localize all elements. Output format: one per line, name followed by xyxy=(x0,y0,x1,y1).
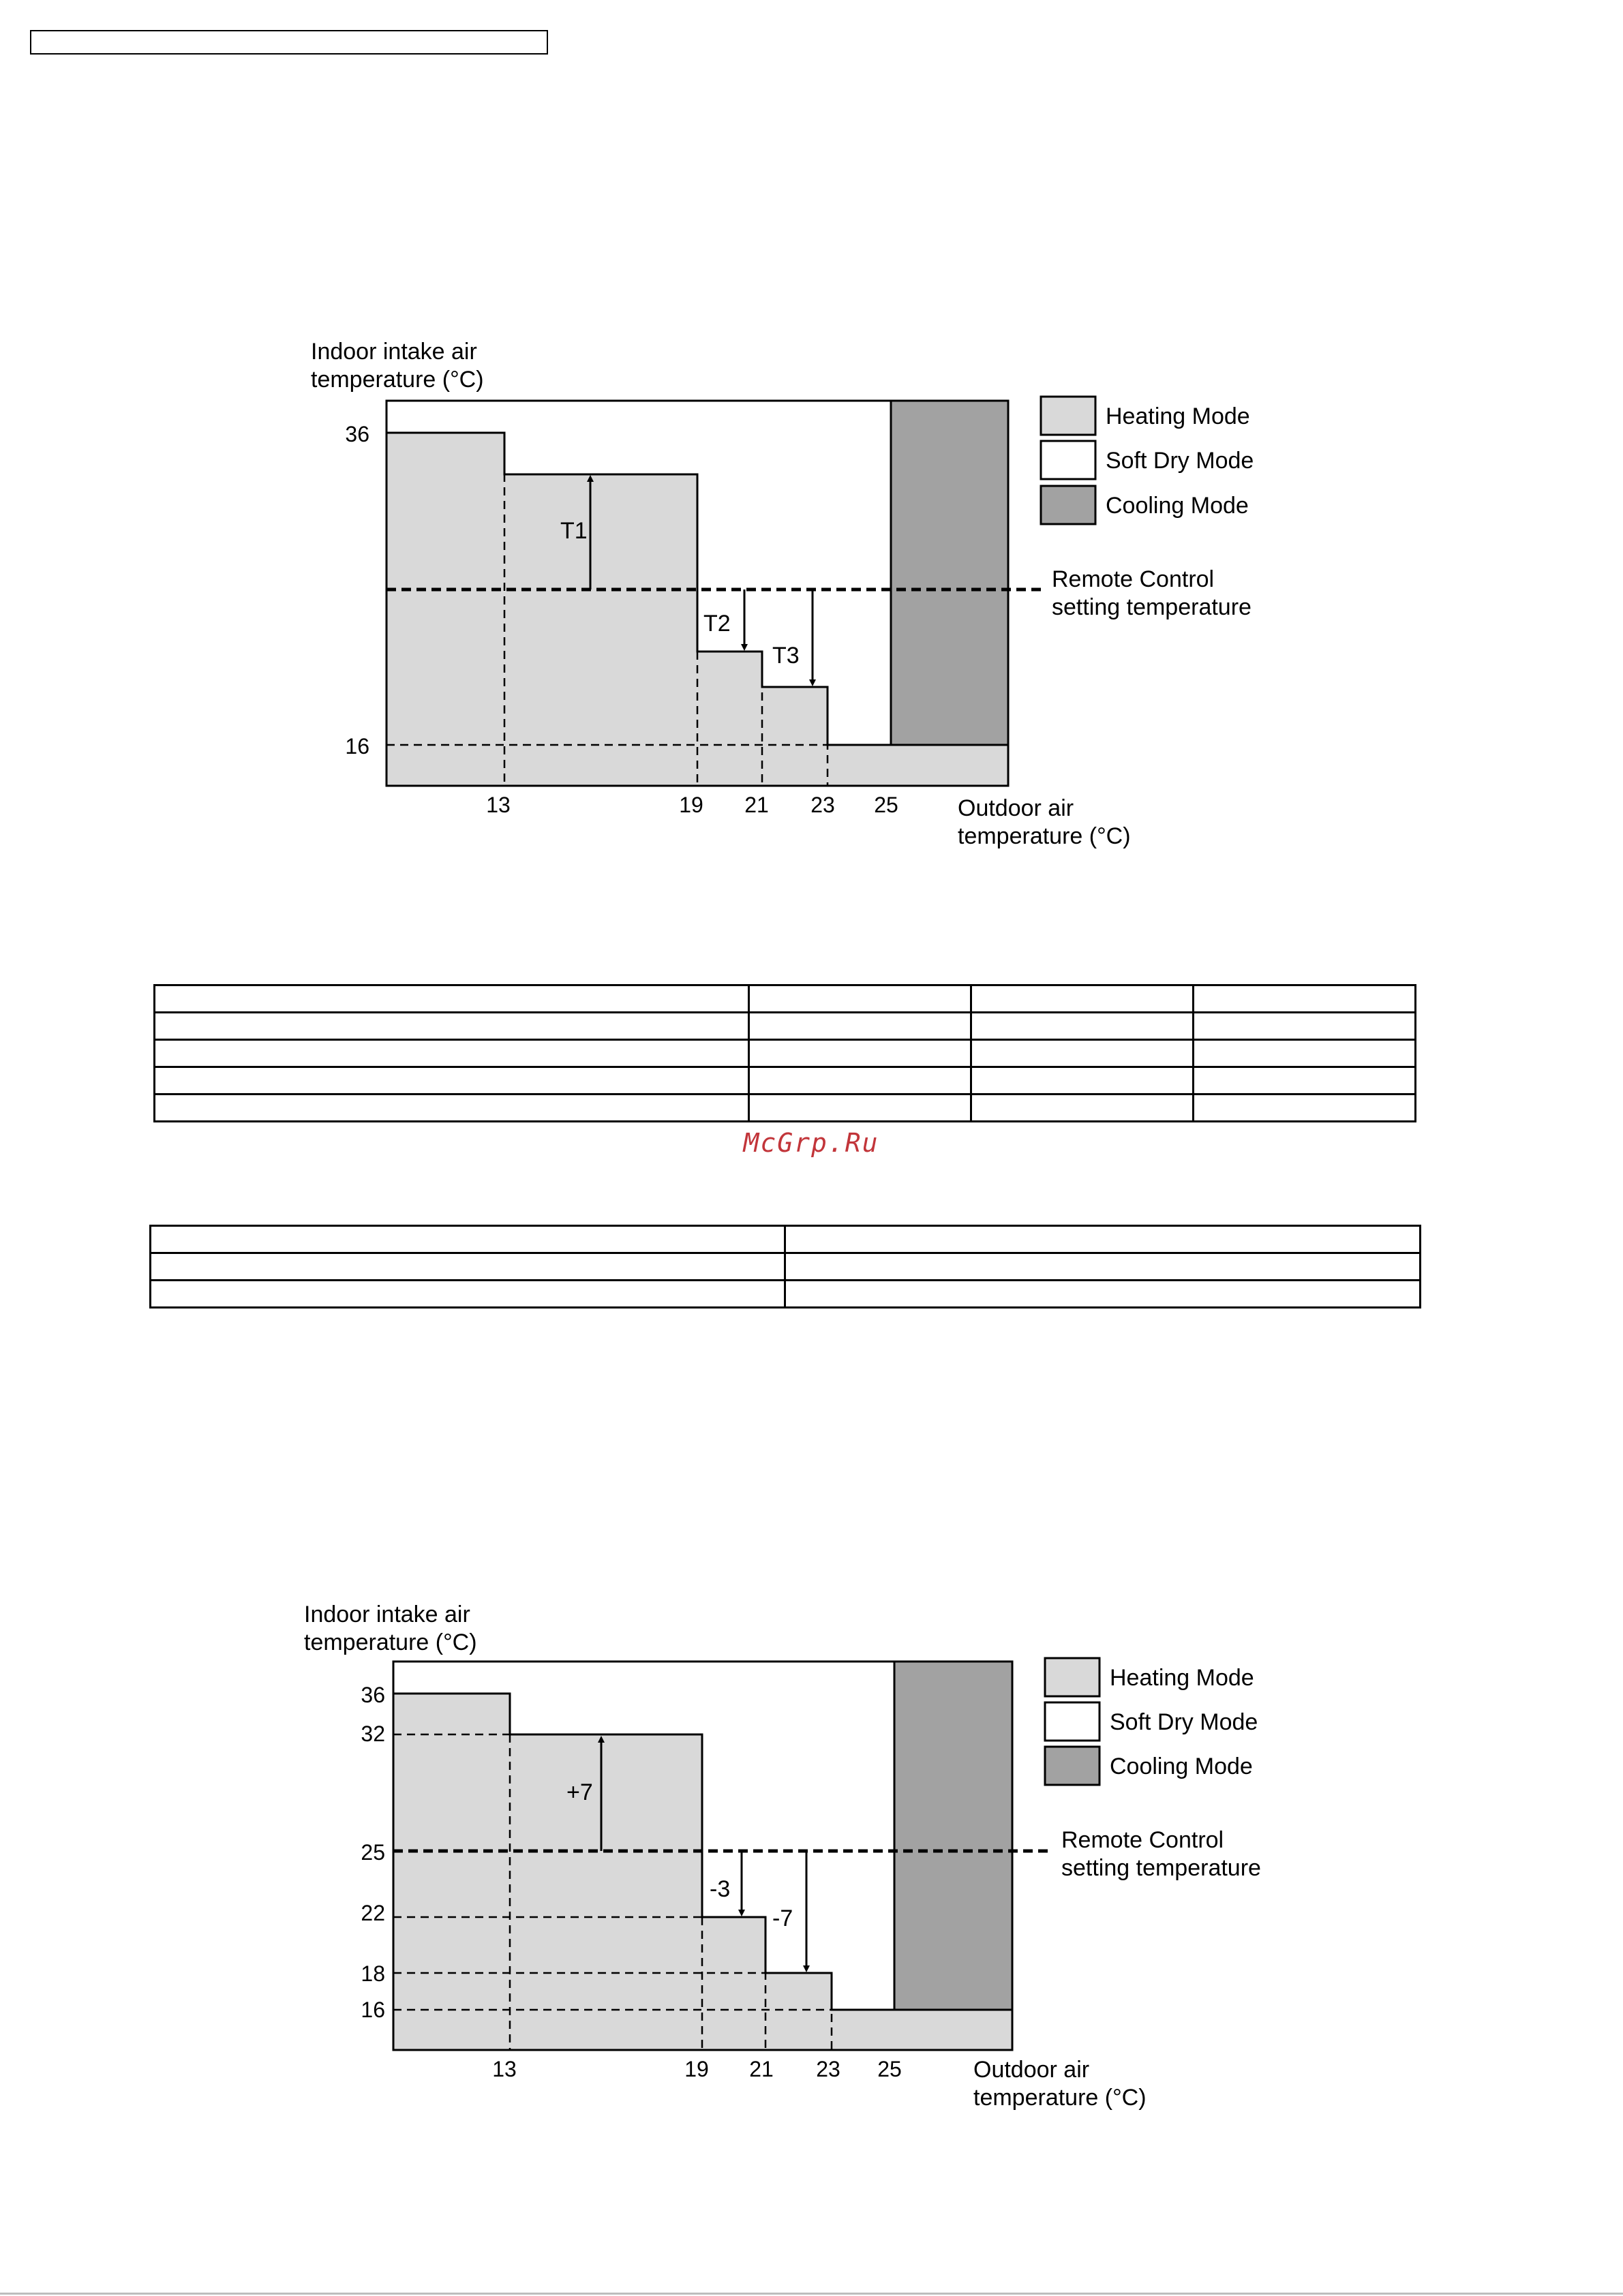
y-tick: 25 xyxy=(361,1840,385,1865)
x-axis-title-line1: Outdoor air xyxy=(973,2057,1090,2083)
page-bottom-rule xyxy=(0,2293,1623,2295)
legend-label-cooling: Cooling Mode xyxy=(1106,493,1249,519)
setpoint-label-line1: Remote Control xyxy=(1052,566,1215,592)
legend-label-soft-dry: Soft Dry Mode xyxy=(1106,448,1254,474)
setpoint-label-line2: setting temperature xyxy=(1052,594,1252,620)
cooling-region xyxy=(894,1662,1012,2010)
legend-swatch-heating xyxy=(1045,1658,1099,1696)
y-tick: 32 xyxy=(361,1721,385,1746)
legend-swatch-soft-dry xyxy=(1045,1702,1099,1741)
x-axis-title-line2: temperature (°C) xyxy=(973,2085,1147,2111)
setpoint-label-line1: Remote Control xyxy=(1061,1827,1224,1853)
x-tick: 19 xyxy=(684,2057,709,2081)
arrow-label-t1: T1 xyxy=(560,518,588,544)
y-axis-title-line2: temperature (°C) xyxy=(304,1629,477,1655)
legend-label-heating: Heating Mode xyxy=(1110,1665,1254,1691)
y-axis-title-line1: Indoor intake air xyxy=(311,339,477,365)
x-tick: 23 xyxy=(810,793,835,817)
watermark: McGrp.Ru xyxy=(743,1128,879,1158)
x-tick: 13 xyxy=(486,793,511,817)
y-tick: 18 xyxy=(361,1961,385,1986)
y-tick: 16 xyxy=(345,734,369,759)
arrow-label-minus7: -7 xyxy=(772,1905,793,1931)
legend-label-cooling: Cooling Mode xyxy=(1110,1754,1253,1779)
y-tick: 36 xyxy=(345,422,369,446)
x-tick: 21 xyxy=(749,2057,774,2081)
x-tick: 23 xyxy=(816,2057,840,2081)
legend-swatch-cooling xyxy=(1045,1747,1099,1785)
arrow-label-t3: T3 xyxy=(772,643,800,669)
y-tick: 22 xyxy=(361,1901,385,1925)
x-axis-title-line2: temperature (°C) xyxy=(958,823,1131,849)
x-tick: 21 xyxy=(744,793,769,817)
y-axis-title-line1: Indoor intake air xyxy=(304,1602,470,1627)
legend-label-soft-dry: Soft Dry Mode xyxy=(1110,1709,1258,1735)
x-axis-title-line1: Outdoor air xyxy=(958,795,1074,821)
arrow-label-minus3: -3 xyxy=(710,1876,731,1902)
arrow-label-t2: T2 xyxy=(703,611,731,637)
x-tick: 25 xyxy=(874,793,898,817)
y-tick: 36 xyxy=(361,1683,385,1707)
x-tick: 19 xyxy=(679,793,703,817)
y-axis-title-line2: temperature (°C) xyxy=(311,367,484,393)
legend-label-heating: Heating Mode xyxy=(1106,403,1250,429)
arrow-label-plus7: +7 xyxy=(566,1779,593,1805)
y-tick: 16 xyxy=(361,1997,385,2022)
setpoint-label-line2: setting temperature xyxy=(1061,1855,1261,1881)
x-tick: 13 xyxy=(492,2057,517,2081)
x-tick: 25 xyxy=(877,2057,902,2081)
